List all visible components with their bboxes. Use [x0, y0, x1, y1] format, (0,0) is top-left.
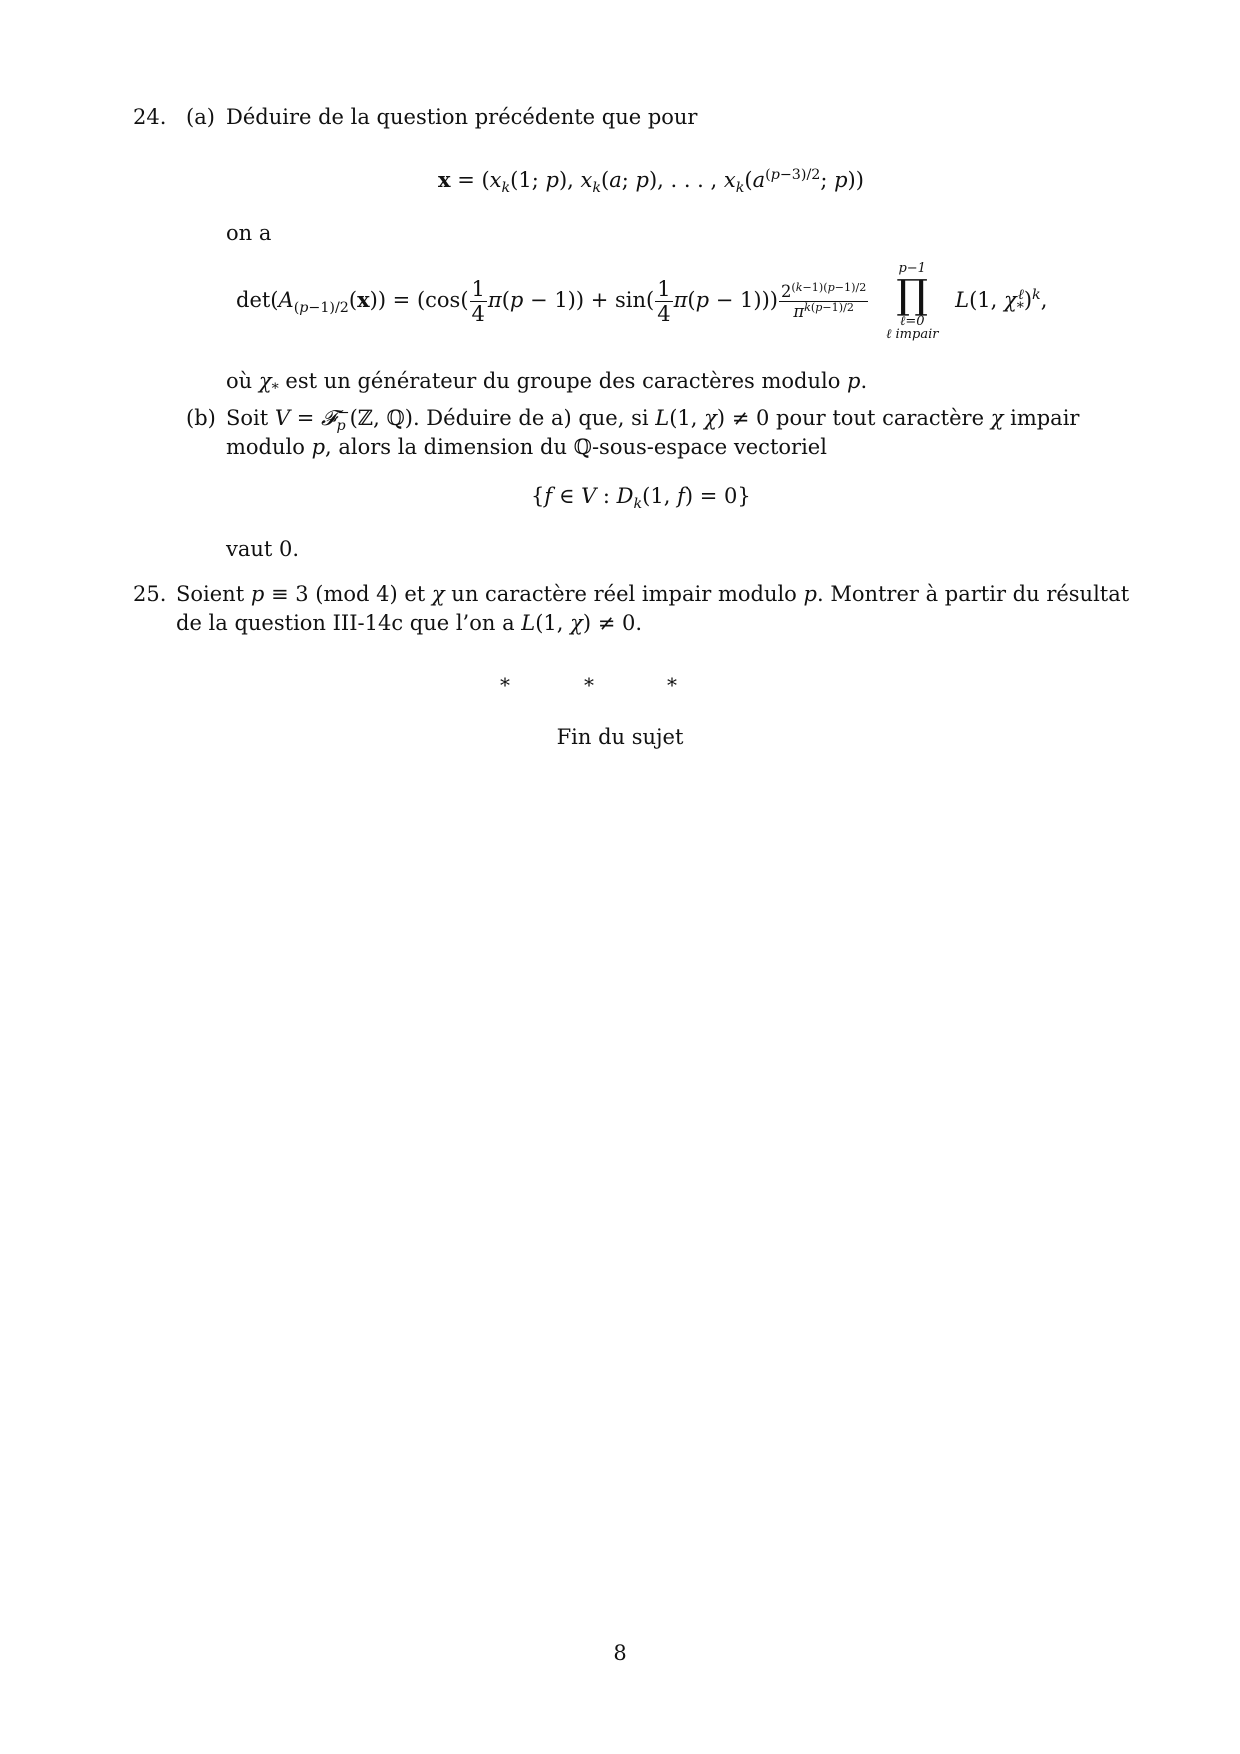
separator-star-3: *	[667, 673, 677, 697]
separator-star-1: *	[500, 673, 510, 697]
product-operator: p−1 ∏ ℓ=0 ℓ impair	[885, 261, 939, 342]
on-a-text: on a	[226, 221, 272, 245]
formula-determinant: $\det(A_{(p-1)/2}(x)) = (\cos$( $\frac{1}{4}$ π(p − 1)) + sin( $\frac{1}{4}$ π(p − 1))) $\frac{2^{(k-1)(p-1)/2}}{\pi^{k(p-1)/2}}$ p−1 ∏ ℓ=0 ℓ impair L(1, $\chi_*^\ell)^k$,	[236, 261, 1048, 342]
page-number: 8	[613, 1641, 627, 1665]
question-24b-line1: Soit V = 𝓕$_p$−(ℤ, ℚ). Déduire de a) que, si L(1, χ) ≠ 0 pour tout caractère χ impair	[226, 405, 1080, 434]
chi-star-definition: où $\chi_*$ est un générateur du groupe des caractères modulo p.	[226, 369, 868, 397]
question-25-line2: de la question III-14c que l’on a L(1, χ) ≠ 0.	[176, 611, 643, 635]
question-24a-label: (a)	[186, 105, 215, 129]
formula-set: {f ∈ V : $D_k(1$, f) = 0}	[531, 484, 751, 512]
vaut-text: vaut 0.	[226, 537, 300, 561]
end-text: Fin du sujet	[556, 725, 684, 749]
separator-star-2: *	[584, 673, 594, 697]
question-24b-line2: modulo p, alors la dimension du ℚ-sous-espace vectoriel	[226, 435, 827, 459]
formula-x-vector: $x = (x_k(1$; p), $x_k(a$; p), . . . , $x_k(a^{(p-3)/2}$; p))	[438, 167, 864, 196]
question-24-number: 24.	[133, 105, 167, 129]
question-24b-label: (b)	[186, 406, 216, 430]
question-25-number: 25.	[133, 582, 167, 606]
question-25-line1: Soient p ≡ 3 (mod 4) et χ un caractère réel impair modulo p. Montrer à partir du résultat	[176, 582, 1130, 606]
question-24a-intro: Déduire de la question précédente que pour	[226, 105, 698, 129]
